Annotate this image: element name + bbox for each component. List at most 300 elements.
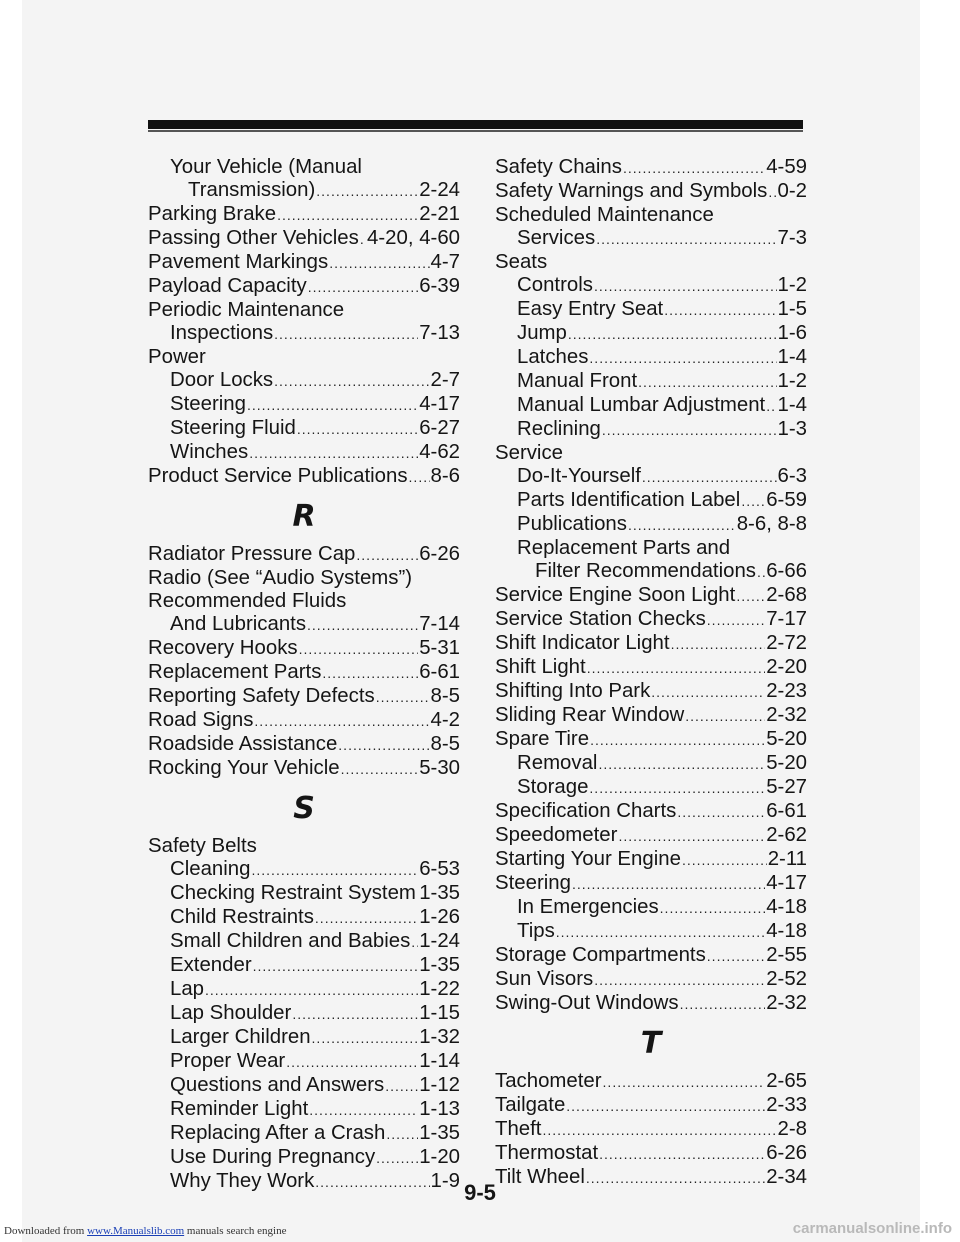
entry-page-ref: 8-5 [430, 685, 460, 707]
index-entry [148, 858, 460, 882]
entry-text: Recovery Hooks [148, 637, 298, 659]
entry-text: Speedometer [495, 824, 618, 846]
entry-page-ref: 4-62 [419, 441, 460, 463]
entry-text: Manual Lumbar Adjustment [517, 394, 766, 416]
entry-text: Tilt Wheel [495, 1166, 585, 1188]
index-entry [148, 275, 460, 299]
dot-leader [618, 825, 765, 848]
dot-leader [299, 638, 419, 661]
index-entry [148, 465, 460, 489]
section-letter-t: T [640, 1026, 662, 1061]
dot-leader [252, 859, 419, 882]
entry-text: Checking Restraint System [170, 882, 416, 904]
entry-page-ref: 2-33 [766, 1094, 807, 1116]
index-entry [148, 1074, 460, 1098]
dot-leader [594, 969, 765, 992]
entry-text: Specification Charts [495, 800, 677, 822]
entry-page-ref: 2-7 [430, 369, 460, 391]
index-entry [148, 179, 460, 203]
index-entry [148, 227, 460, 251]
dot-leader [254, 710, 429, 733]
index-entry [495, 920, 807, 944]
entry-text: Road Signs [148, 709, 254, 731]
index-entry [148, 1146, 460, 1170]
entry-text: Latches [517, 346, 589, 368]
index-entry [495, 680, 807, 704]
dot-leader [308, 276, 419, 299]
entry-text: Tips [517, 920, 555, 942]
dot-leader [249, 442, 418, 465]
index-entry [495, 992, 807, 1016]
dot-leader [322, 662, 418, 685]
entry-page-ref: 6-61 [419, 661, 460, 683]
index-entry [495, 632, 807, 656]
entry-page-ref: 6-66 [766, 560, 807, 582]
entry-page-ref: 1-2 [777, 370, 807, 392]
entry-text: Recommended Fluids [148, 590, 347, 612]
entry-text: Replacement Parts and [517, 537, 731, 559]
entry-page-ref: 4-2 [430, 709, 460, 731]
index-entry [148, 882, 460, 906]
index-entry [148, 203, 460, 227]
dot-leader [556, 921, 765, 944]
index-entry [495, 656, 807, 680]
index-entry [495, 872, 807, 896]
dot-leader [386, 1123, 418, 1146]
dot-leader [660, 897, 766, 920]
index-entry [495, 156, 807, 180]
dot-leader [385, 1075, 418, 1098]
page-number: 9-5 [464, 1180, 496, 1205]
entry-page-ref: 5-20 [766, 752, 807, 774]
entry-page-ref: 2-23 [766, 680, 807, 702]
entry-text: Radio (See “Audio Systems”) [148, 567, 413, 589]
entry-page-ref: 8-6, 8-8 [736, 513, 807, 535]
entry-text: Filter Recommendations [535, 560, 756, 582]
entry-page-ref: 6-61 [766, 800, 807, 822]
entry-page-ref: 2-20 [766, 656, 807, 678]
entry-text: Radiator Pressure Cap [148, 543, 356, 565]
index-entry [148, 757, 460, 781]
entry-text: Larger Children [170, 1026, 311, 1048]
index-entry [495, 298, 807, 322]
index-entry [148, 906, 460, 930]
entry-page-ref: 2-21 [419, 203, 460, 225]
index-entry [495, 608, 807, 632]
site-watermark: carmanualsonline.info [792, 1220, 952, 1237]
index-entry [495, 704, 807, 728]
entry-page-ref: 2-62 [766, 824, 807, 846]
entry-page-ref: 1-35 [419, 1122, 460, 1144]
entry-page-ref: 1-26 [419, 906, 460, 928]
entry-page-ref: 1-20 [419, 1146, 460, 1168]
entry-text: Your Vehicle (Manual [170, 156, 362, 178]
dot-leader [677, 801, 765, 824]
dot-leader [623, 157, 765, 180]
index-entry [495, 442, 807, 465]
index-entry [495, 728, 807, 752]
dot-leader [568, 323, 777, 346]
entry-text: Storage Compartments [495, 944, 706, 966]
index-entry [148, 930, 460, 954]
dot-leader [417, 883, 418, 906]
index-entry [148, 978, 460, 1002]
entry-page-ref: 2-11 [767, 848, 807, 870]
entry-page-ref: 6-27 [419, 417, 460, 439]
index-entry [495, 322, 807, 346]
index-entry [495, 370, 807, 394]
entry-page-ref: 5-30 [419, 757, 460, 779]
entry-page-ref: 2-32 [766, 704, 807, 726]
index-entry [495, 776, 807, 800]
index-entry [148, 1050, 460, 1074]
index-entry [148, 835, 460, 858]
download-footer [4, 1225, 286, 1237]
entry-text: Sun Visors [495, 968, 594, 990]
dot-leader [376, 686, 430, 709]
entry-text: Payload Capacity [148, 275, 307, 297]
dot-leader [638, 371, 776, 394]
dot-leader [766, 395, 776, 418]
index-entry [148, 417, 460, 441]
dot-leader [356, 544, 418, 567]
index-entry [148, 369, 460, 393]
entry-text: Lap Shoulder [170, 1002, 292, 1024]
entry-text: Small Children and Babies [170, 930, 411, 952]
entry-page-ref: 1-12 [419, 1074, 460, 1096]
index-entry [148, 1002, 460, 1026]
dot-leader [598, 753, 765, 776]
index-entry [148, 661, 460, 685]
index-entry [148, 733, 460, 757]
index-entry [495, 800, 807, 824]
entry-text: Replacement Parts [148, 661, 322, 683]
entry-page-ref: 6-26 [419, 543, 460, 565]
entry-text: Steering Fluid [170, 417, 296, 439]
dot-leader [253, 955, 419, 978]
entry-text: Safety Belts [148, 835, 257, 857]
entry-page-ref: 1-14 [419, 1050, 460, 1072]
index-entry [495, 394, 807, 418]
dot-leader [360, 228, 366, 251]
dot-leader [205, 979, 418, 1002]
entry-text: Reporting Safety Defects [148, 685, 375, 707]
dot-leader [376, 1147, 418, 1170]
index-entry [495, 489, 807, 513]
index-entry [495, 968, 807, 992]
entry-text: Spare Tire [495, 728, 590, 750]
entry-text: Starting Your Engine [495, 848, 681, 870]
entry-text: Thermostat [495, 1142, 599, 1164]
manualslib-link[interactable]: www.Manualslib.com [87, 1225, 185, 1237]
dot-leader [680, 993, 766, 1016]
dot-leader [757, 561, 765, 584]
index-entry [148, 685, 460, 709]
entry-page-ref: 0-2 [777, 180, 807, 202]
index-entry [495, 204, 807, 227]
dot-leader [277, 204, 418, 227]
index-entry [495, 465, 807, 489]
header-rule [148, 120, 803, 129]
entry-page-ref: 8-5 [430, 733, 460, 755]
entry-page-ref: 1-35 [419, 954, 460, 976]
entry-page-ref: 2-32 [766, 992, 807, 1014]
entry-text: Use During Pregnancy [170, 1146, 376, 1168]
dot-leader [596, 228, 776, 251]
dot-leader [312, 1027, 419, 1050]
entry-page-ref: 1-6 [777, 322, 807, 344]
entry-text: Services [517, 227, 596, 249]
dot-leader [542, 1119, 776, 1142]
entry-page-ref: 7-3 [777, 227, 807, 249]
dot-leader [707, 609, 765, 632]
index-entry [495, 848, 807, 872]
entry-page-ref: 7-14 [419, 613, 460, 635]
dot-leader [594, 275, 777, 298]
entry-page-ref: 1-4 [777, 394, 807, 416]
entry-text: Storage [517, 776, 589, 798]
entry-text: Removal [517, 752, 598, 774]
entry-text: Tailgate [495, 1094, 566, 1116]
entry-page-ref: 2-24 [419, 179, 460, 201]
dot-leader [603, 1071, 766, 1094]
entry-page-ref: 2-34 [766, 1166, 807, 1188]
entry-text: Publications [517, 513, 627, 535]
dot-leader [338, 734, 429, 757]
entry-text: Tachometer [495, 1070, 602, 1092]
entry-text: Child Restraints [170, 906, 314, 928]
index-entry [148, 156, 460, 179]
dot-leader [707, 945, 765, 968]
entry-text: Service Station Checks [495, 608, 706, 630]
index-entry [495, 227, 807, 251]
entry-page-ref: 2-65 [766, 1070, 807, 1092]
entry-text: Shifting Into Park [495, 680, 651, 702]
index-entry [495, 180, 807, 204]
entry-text: Steering [170, 393, 246, 415]
index-entry [495, 537, 807, 560]
dot-leader [586, 1167, 765, 1190]
entry-page-ref: 1-35 [419, 882, 460, 904]
entry-text: Do-It-Yourself [517, 465, 641, 487]
entry-page-ref: 5-31 [419, 637, 460, 659]
dot-leader [274, 323, 418, 346]
entry-page-ref: 6-59 [766, 489, 807, 511]
entry-text: Parts Identification Label [517, 489, 741, 511]
index-entry [495, 824, 807, 848]
entry-page-ref: 4-20, 4-60 [367, 227, 460, 249]
entry-page-ref: 1-15 [419, 1002, 460, 1024]
index-column-left [148, 156, 460, 1194]
section-letter-s: S [293, 791, 315, 826]
dot-leader [685, 705, 765, 728]
entry-page-ref: 1-2 [777, 274, 807, 296]
entry-text: Periodic Maintenance [148, 299, 345, 321]
dot-leader [309, 1099, 418, 1122]
index-entry [495, 346, 807, 370]
entry-text: In Emergencies [517, 896, 659, 918]
dot-leader [315, 907, 418, 930]
index-entry [495, 584, 807, 608]
entry-page-ref: 5-27 [766, 776, 807, 798]
index-entry [495, 1142, 807, 1166]
dot-leader [741, 490, 765, 513]
footer-suffix: manuals search engine [184, 1225, 287, 1237]
entry-page-ref: 1-5 [777, 298, 807, 320]
entry-text: Transmission) [188, 179, 316, 201]
entry-text: And Lubricants [170, 613, 307, 635]
entry-text: Reclining [517, 418, 601, 440]
entry-text: Manual Front [517, 370, 638, 392]
entry-page-ref: 1-3 [777, 418, 807, 440]
index-entry [148, 1170, 460, 1194]
entry-text: Questions and Answers [170, 1074, 385, 1096]
entry-page-ref: 7-17 [766, 608, 807, 630]
entry-page-ref: 1-24 [419, 930, 460, 952]
index-entry [495, 1094, 807, 1118]
dot-leader [297, 418, 418, 441]
index-column-right [495, 156, 807, 1190]
dot-leader [651, 681, 765, 704]
index-entry [148, 299, 460, 322]
entry-text: Rocking Your Vehicle [148, 757, 340, 779]
entry-page-ref: 2-72 [766, 632, 807, 654]
entry-page-ref: 6-3 [777, 465, 807, 487]
entry-page-ref: 8-6 [430, 465, 460, 487]
index-entry [495, 896, 807, 920]
entry-page-ref: 2-55 [766, 944, 807, 966]
entry-text: Controls [517, 274, 593, 296]
entry-text: Pavement Markings [148, 251, 329, 273]
entry-text: Extender [170, 954, 252, 976]
entry-page-ref: 4-17 [766, 872, 807, 894]
index-entry [495, 418, 807, 442]
index-entry [495, 1118, 807, 1142]
dot-leader [682, 849, 767, 872]
entry-page-ref: 6-26 [766, 1142, 807, 1164]
dot-leader [628, 514, 736, 537]
entry-text: Winches [170, 441, 249, 463]
entry-text: Sliding Rear Window [495, 704, 685, 726]
entry-page-ref: 2-68 [766, 584, 807, 606]
index-entry [495, 1166, 807, 1190]
dot-leader [315, 1171, 429, 1194]
entry-text: Jump [517, 322, 567, 344]
entry-page-ref: 1-22 [419, 978, 460, 1000]
entry-text: Door Locks [170, 369, 274, 391]
entry-page-ref: 1-32 [419, 1026, 460, 1048]
entry-page-ref: 5-20 [766, 728, 807, 750]
dot-leader [589, 777, 765, 800]
index-entry [148, 590, 460, 613]
index-entry [495, 251, 807, 274]
entry-page-ref: 2-52 [766, 968, 807, 990]
dot-leader [411, 931, 418, 954]
entry-text: Seats [495, 251, 548, 273]
dot-leader [307, 614, 418, 637]
index-entry [495, 752, 807, 776]
index-entry [148, 567, 460, 590]
entry-text: Shift Indicator Light [495, 632, 670, 654]
dot-leader [341, 758, 419, 781]
dot-leader [768, 181, 776, 204]
entry-text: Safety Warnings and Symbols [495, 180, 768, 202]
dot-leader [292, 1003, 418, 1026]
index-entry [148, 322, 460, 346]
entry-text: Swing-Out Windows [495, 992, 679, 1014]
entry-page-ref: 4-7 [430, 251, 460, 273]
entry-text: Passing Other Vehicles [148, 227, 359, 249]
entry-text: Theft [495, 1118, 542, 1140]
dot-leader [587, 657, 766, 680]
entry-page-ref: 7-13 [419, 322, 460, 344]
entry-text: Roadside Assistance [148, 733, 338, 755]
entry-text: Reminder Light [170, 1098, 309, 1120]
dot-leader [736, 585, 765, 608]
dot-leader [602, 419, 777, 442]
entry-text: Scheduled Maintenance [495, 204, 714, 226]
index-entry [148, 393, 460, 417]
entry-page-ref: 6-39 [419, 275, 460, 297]
entry-text: Service [495, 442, 563, 464]
dot-leader [329, 252, 429, 275]
dot-leader [671, 633, 766, 656]
entry-text: Why They Work [170, 1170, 315, 1192]
index-entry [148, 251, 460, 275]
entry-text: Inspections [170, 322, 274, 344]
entry-text: Product Service Publications [148, 465, 408, 487]
entry-text: Service Engine Soon Light [495, 584, 736, 606]
dot-leader [664, 299, 776, 322]
dot-leader [274, 370, 429, 393]
entry-page-ref: 2-8 [777, 1118, 807, 1140]
index-entry [148, 637, 460, 661]
index-entry [148, 543, 460, 567]
entry-page-ref: 1-4 [777, 346, 807, 368]
dot-leader [316, 180, 418, 203]
entry-page-ref: 6-53 [419, 858, 460, 880]
dot-leader [247, 394, 418, 417]
index-entry [495, 1070, 807, 1094]
entry-text: Steering [495, 872, 571, 894]
entry-page-ref: 1-9 [430, 1170, 460, 1192]
dot-leader [572, 873, 765, 896]
index-entry [495, 944, 807, 968]
index-entry [148, 1026, 460, 1050]
entry-text: Cleaning [170, 858, 251, 880]
entry-text: Easy Entry Seat [517, 298, 664, 320]
dot-leader [642, 466, 777, 489]
footer-prefix: Downloaded from [4, 1225, 88, 1237]
dot-leader [599, 1143, 765, 1166]
entry-page-ref: 4-18 [766, 896, 807, 918]
index-entry [148, 1098, 460, 1122]
entry-page-ref: 4-18 [766, 920, 807, 942]
entry-text: Safety Chains [495, 156, 622, 178]
dot-leader [409, 466, 430, 489]
entry-text: Power [148, 346, 206, 368]
entry-text: Lap [170, 978, 205, 1000]
dot-leader [566, 1095, 765, 1118]
entry-text: Parking Brake [148, 203, 277, 225]
dot-leader [286, 1051, 418, 1074]
dot-leader [590, 729, 765, 752]
entry-text: Proper Wear [170, 1050, 286, 1072]
entry-page-ref: 1-13 [419, 1098, 460, 1120]
index-entry [495, 513, 807, 537]
entry-page-ref: 4-17 [419, 393, 460, 415]
index-entry [148, 613, 460, 637]
